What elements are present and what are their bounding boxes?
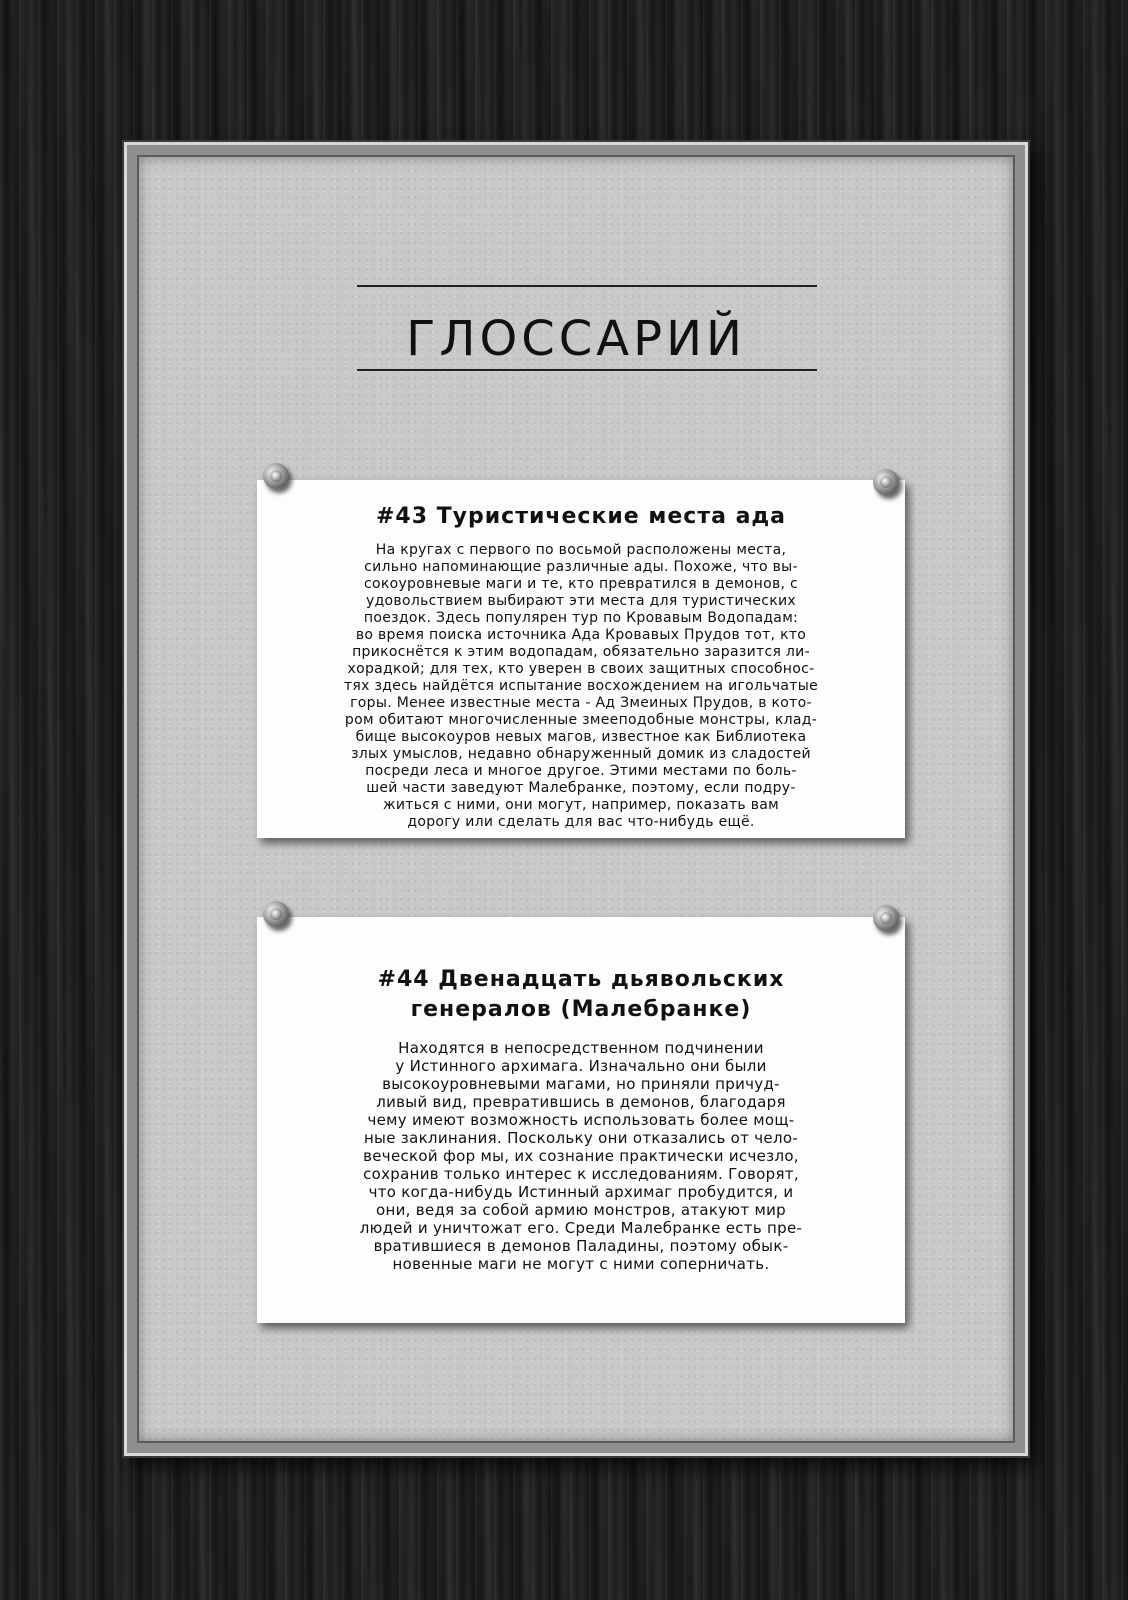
pushpin-icon xyxy=(873,905,899,931)
corkboard xyxy=(137,155,1015,1443)
text-line: шей части заведуют Малебранке, поэтому, если подру- xyxy=(366,780,796,796)
text-line: сохранив только интерес к исследованиям. Говорят, xyxy=(363,1165,799,1183)
text-line: веческой фор мы, их сознание практически исчезло, xyxy=(363,1147,799,1165)
text-line: житься с ними, они могут, например, показать вам xyxy=(383,797,779,813)
text-line: тях здесь найдётся испытание восхождением на игольчатые xyxy=(343,678,819,694)
text-line: Находятся в непосредственном подчинении xyxy=(398,1039,764,1057)
card-body xyxy=(291,542,871,831)
text-line: во время поиска источника Ада Кровавых Прудов тот, кто xyxy=(355,627,807,643)
text-line: бище высокоуров невых магов, известное как Библиотека xyxy=(355,729,807,745)
card-heading-line-2: генералов (Малебранке) xyxy=(410,997,752,1022)
text-line: ром обитают многочисленные змееподобные монстры, клад- xyxy=(344,712,818,728)
pushpin-icon xyxy=(873,469,899,495)
text-line: что когда-нибудь Истинный архимаг пробудится, и xyxy=(368,1183,794,1201)
text-line: новенные маги не могут с ними соперничать. xyxy=(392,1255,770,1273)
text-line: высокоуровневыми магами, но приняли причуд- xyxy=(382,1075,780,1093)
glossary-card-44 xyxy=(257,917,905,1323)
text-line: чему имеют возможность использовать более мощ- xyxy=(367,1111,795,1129)
text-line: прикоснётся к этим водопадам, обязательно заразится ли- xyxy=(352,644,810,660)
text-line: у Истинного архимага. Изначально они были xyxy=(395,1057,767,1075)
page-title: ГЛОССАРИЙ xyxy=(406,311,746,367)
text-line: посреди леса и многое другое. Этими местами по боль- xyxy=(365,763,797,779)
pushpin-icon xyxy=(263,463,289,489)
text-line: На кругах с первого по восьмой расположены места, xyxy=(375,542,787,558)
card-body xyxy=(321,1039,841,1273)
text-line: хорадкой; для тех, кто уверен в своих защитных способнос- xyxy=(347,661,815,677)
text-line: удовольствием выбирают эти места для туристических xyxy=(365,593,796,609)
text-line: они, ведя за собой армию монстров, атакуют мир xyxy=(376,1201,786,1219)
text-line: сильно напоминающие различные ады. Похоже, что вы- xyxy=(364,559,798,575)
card-heading: #43 Туристические места ада xyxy=(375,504,787,529)
pushpin-icon xyxy=(263,901,289,927)
glossary-board-frame xyxy=(124,142,1028,1456)
text-line: дорогу или сделать для вас что-нибудь ещё. xyxy=(407,814,755,830)
text-line: ные заклинания. Поскольку они отказались от чело- xyxy=(363,1129,799,1147)
text-line: людей и уничтожат его. Среди Малебранке есть пре- xyxy=(359,1219,803,1237)
title-bottom-rule xyxy=(357,369,817,371)
glossary-card-43 xyxy=(257,480,905,838)
text-line: горы. Менее известные места - Ад Змеиных Прудов, в кото- xyxy=(350,695,812,711)
text-line: ливый вид, превратившись в демонов, благодаря xyxy=(376,1093,786,1111)
text-line: поездок. Здесь популярен тур по Кровавым Водопадам: xyxy=(363,610,799,626)
title-top-rule xyxy=(357,285,817,287)
text-line: вратившиеся в демонов Паладины, поэтому обык- xyxy=(373,1237,789,1255)
text-line: сокоуровневые маги и те, кто превратился в демонов, с xyxy=(363,576,799,592)
text-line: злых умыслов, недавно обнаруженный домик из сладостей xyxy=(351,746,811,762)
card-heading-line-1: #44 Двенадцать дьявольских xyxy=(377,967,785,992)
